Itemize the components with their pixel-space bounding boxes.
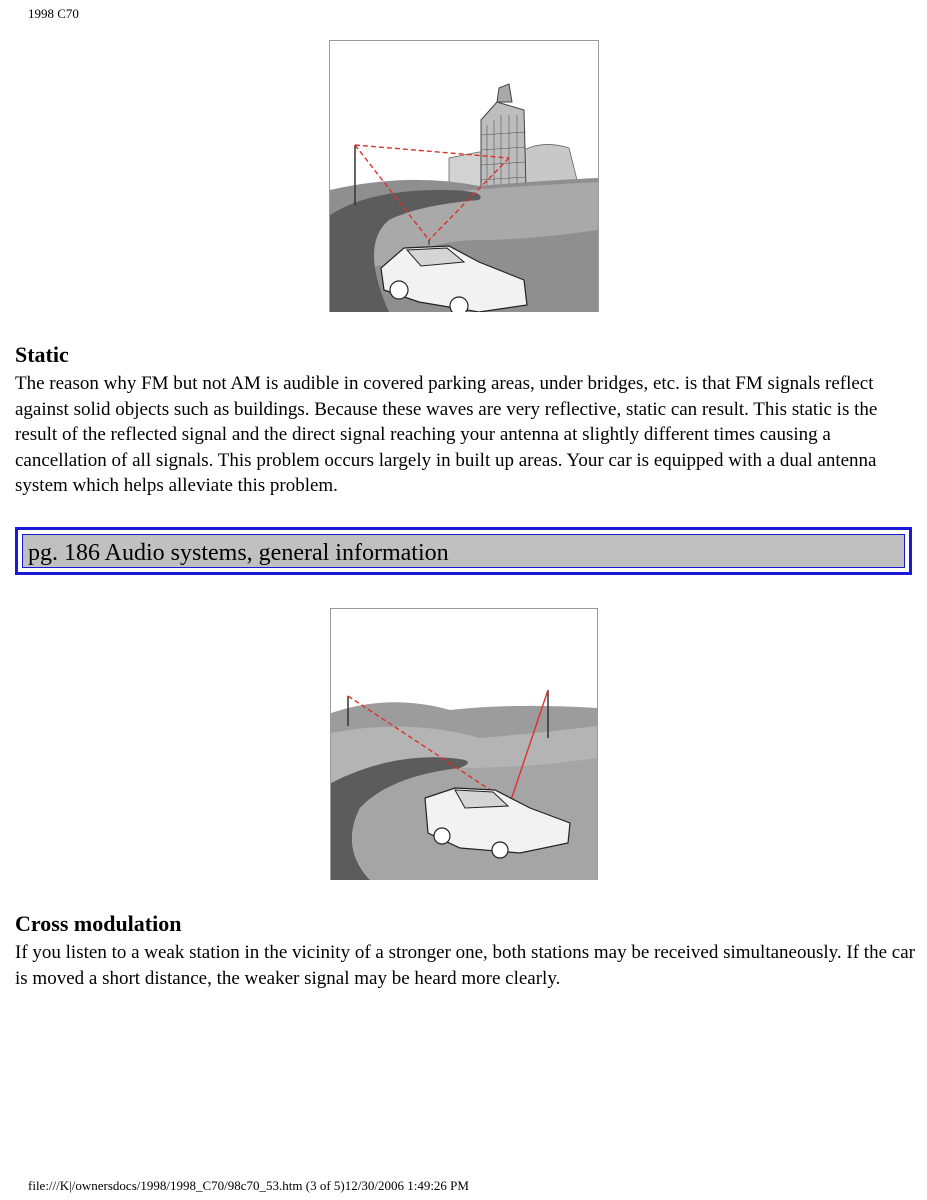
car-cross-modulation-illustration	[330, 608, 598, 880]
car-signal-reflection-illustration	[329, 40, 599, 312]
section-heading-cross-modulation: Cross modulation	[15, 911, 182, 936]
page-link-box[interactable]	[15, 527, 912, 575]
audio-systems-page-link[interactable]: pg. 186 Audio systems, general information	[22, 534, 905, 568]
signal-reflection-illustration	[329, 40, 599, 312]
section-heading-static: Static	[15, 342, 69, 367]
file-path-footer: file:///K|/ownersdocs/1998/1998_C70/98c70_53.htm (3 of 5)12/30/2006 1:49:26 PM	[28, 1178, 469, 1193]
document-title: 1998 C70	[28, 6, 79, 21]
cross-modulation-illustration	[330, 608, 598, 880]
section-text-static: The reason why FM but not AM is audible in covered parking areas, under bridges, etc. is that FM signals reflect against solid objects such as buildings. Because these waves are very reflective, static can result. This static is the result of the reflected signal and the direct signal reaching your antenna at slightly different times causing a cancellation of all signals. This problem occurs largely in built up areas. Your car is equipped with a dual antenna system which helps alleviate this problem.	[15, 373, 878, 497]
section-text-cross-modulation: If you listen to a weak station in the vicinity of a stronger one, both stations may be received simultaneously. If the car is moved a short distance, the weaker signal may be heard more clearly.	[15, 942, 915, 989]
